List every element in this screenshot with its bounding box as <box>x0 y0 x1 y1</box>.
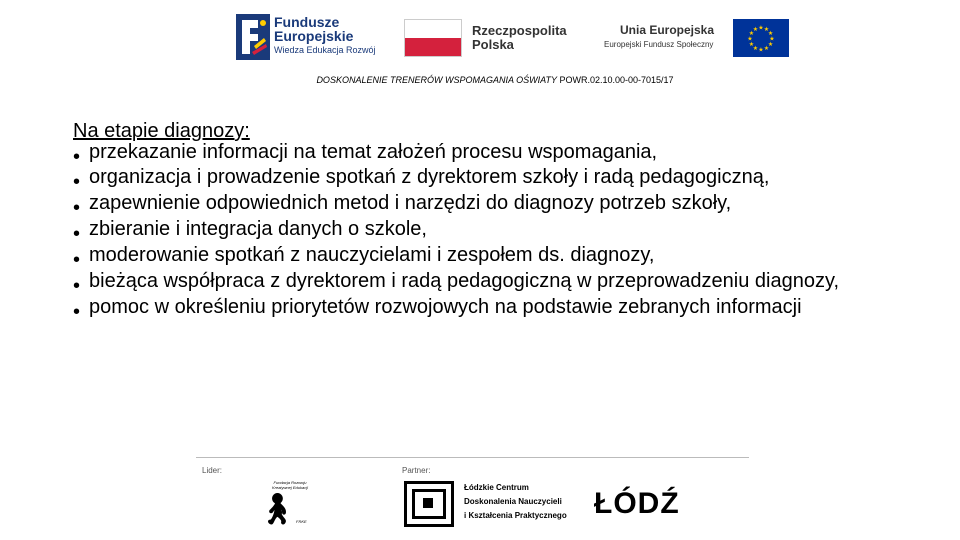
main-content <box>73 118 933 323</box>
bullet-icon: • <box>73 223 81 245</box>
list-item <box>73 192 933 219</box>
project-code: POWR.02.10.00-00-7015/17 <box>559 75 674 85</box>
eu-flag-icon <box>733 19 789 57</box>
eu-star-icon: ★ <box>758 25 764 32</box>
eu-star-icon: ★ <box>748 42 755 48</box>
poland-flag-icon <box>404 19 462 57</box>
project-line <box>0 75 960 85</box>
poland-name: Rzeczpospolita Polska <box>472 23 567 52</box>
project-title: DOSKONALENIE TRENERÓW WSPOMAGANIA OŚWIATY <box>316 75 557 85</box>
bullet-list <box>73 141 933 323</box>
leader-logo <box>256 475 320 527</box>
list-item-text: zapewnienie odpowiednich metod i narzędzi do diagnozy potrzeb szkoły, <box>89 192 732 214</box>
eu-funds-logo <box>236 14 376 60</box>
list-item <box>73 141 933 168</box>
list-item <box>73 270 933 297</box>
bullet-icon: • <box>73 171 81 193</box>
partner-label: Partner: <box>402 466 431 475</box>
footer-divider <box>196 457 749 458</box>
leader-tag: FRKE <box>296 519 307 524</box>
leader-label: Lider: <box>202 466 223 475</box>
eu-funds-icon <box>236 14 270 60</box>
bullet-icon: • <box>73 275 81 297</box>
list-item-text: zbieranie i integracja danych o szkole, <box>89 218 427 240</box>
eu-fund-name: Europejski Fundusz Społeczny <box>604 40 714 49</box>
eu-logo <box>600 19 790 59</box>
bullet-icon: • <box>73 197 81 219</box>
eu-name: Unia Europejska <box>620 23 715 37</box>
eu-star-icon: ★ <box>767 31 774 37</box>
logo-strip <box>0 0 960 75</box>
partner-org-name: Łódzkie Centrum Doskonalenia Nauczycieli i Kształcenia Praktycznego <box>464 483 567 520</box>
bullet-icon: • <box>73 249 81 271</box>
eu-star-icon: ★ <box>752 26 759 33</box>
eu-star-icon: ★ <box>767 42 774 48</box>
list-item <box>73 296 933 323</box>
eu-star-icon: ★ <box>769 36 775 43</box>
bullet-icon: • <box>73 146 81 168</box>
leader-org-name: Fundacja Rozwoju Kreatywnej Edukacji <box>271 480 309 490</box>
eu-star-icon: ★ <box>747 36 753 43</box>
list-item <box>73 218 933 245</box>
bullet-icon: • <box>73 301 81 323</box>
eu-funds-name: Fundusze Europejskie <box>274 14 354 44</box>
list-item-text: organizacja i prowadzenie spotkań z dyrektorem szkoły i radą pedagogiczną, <box>89 166 770 188</box>
walking-figure-icon: 🚶︎ <box>258 493 297 526</box>
list-item-text: przekazanie informacji na temat założeń procesu wspomagania, <box>89 141 658 163</box>
eu-star-icon: ★ <box>763 26 770 33</box>
list-item-text: moderowanie spotkań z nauczycielami i zespołem ds. diagnozy, <box>89 244 655 266</box>
partner-logo-icon <box>404 481 454 527</box>
list-item-text: pomoc w określeniu priorytetów rozwojowych na podstawie zebranych informacji <box>89 296 802 318</box>
eu-star-icon: ★ <box>748 31 755 37</box>
eu-star-icon: ★ <box>763 46 770 53</box>
list-item <box>73 244 933 271</box>
list-item <box>73 166 933 193</box>
eu-star-icon: ★ <box>758 47 764 54</box>
partners-footer <box>196 457 749 532</box>
poland-logo <box>404 19 584 59</box>
list-item-text: bieżąca współpraca z dyrektorem i radą pedagogiczną w przeprowadzeniu diagnozy, <box>89 270 840 292</box>
eu-star-icon: ★ <box>752 46 759 53</box>
lodz-logo: ŁÓDŹ <box>594 487 680 520</box>
eu-funds-program: Wiedza Edukacja Rozwój <box>274 45 376 55</box>
section-heading: Na etapie diagnozy: <box>73 120 250 142</box>
